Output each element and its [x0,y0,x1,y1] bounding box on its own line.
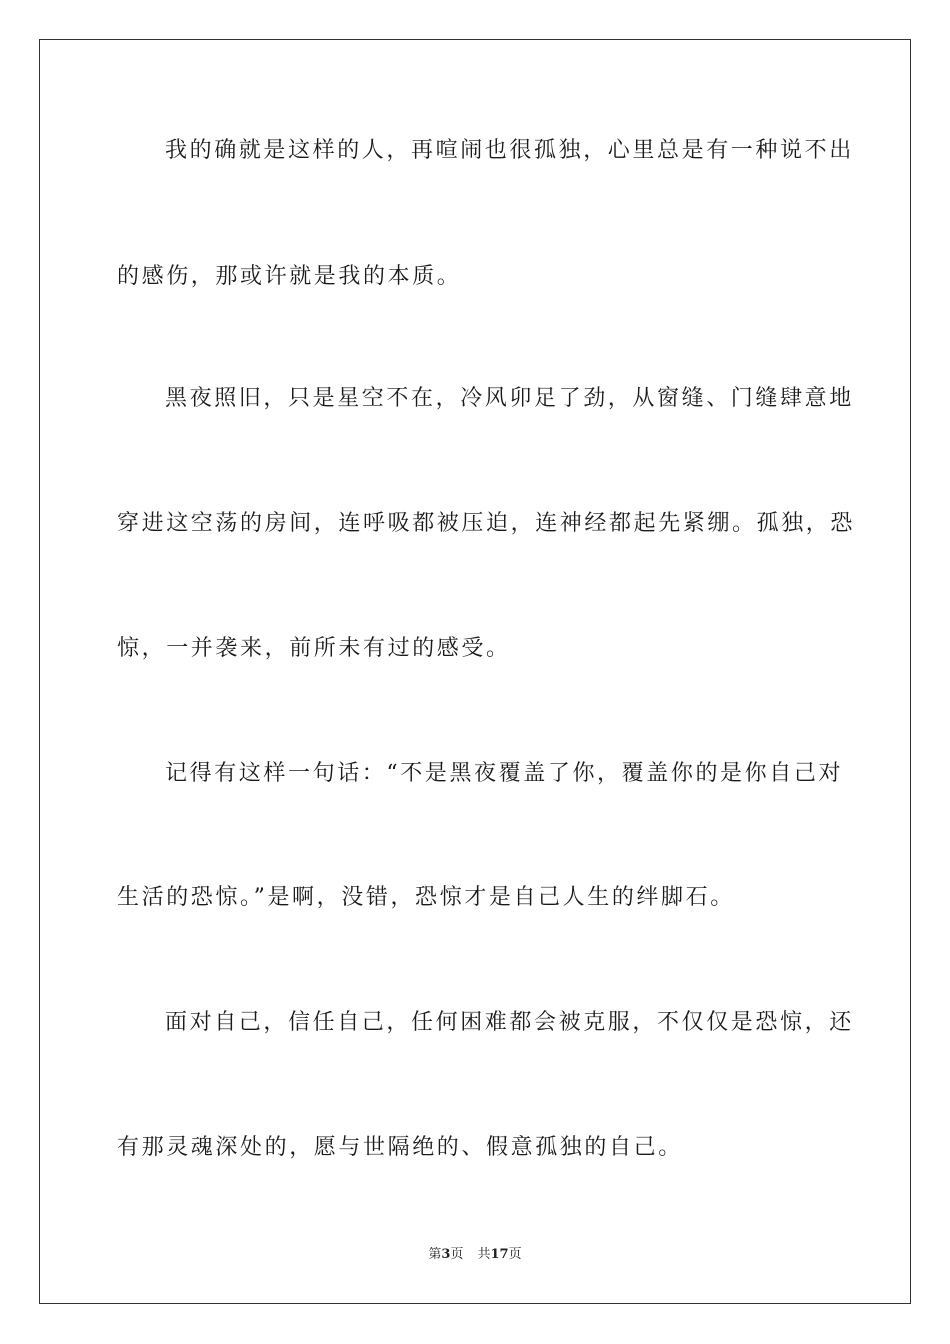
total-pages-number: 17 [490,1247,509,1262]
paragraph-2-line-3: 惊，一并袭来，前所未有过的感受。 [117,636,511,661]
paragraph-4-line-2: 有那灵魂深处的，愿与世隔绝的、假意孤独的自己。 [117,1135,683,1160]
paragraph-3-line-1: 记得有这样一句话：“不是黑夜覆盖了你，覆盖你的是你自己对 [165,761,844,786]
paragraph-1-line-1: 我的确就是这样的人，再喧闹也很孤独，心里总是有一种说不出 [165,138,854,163]
paragraph-2-line-1: 黑夜照旧，只是星空不在，冷风卯足了劲，从窗缝、门缝肆意地 [165,386,854,411]
total-pages-suffix: 页 [508,1247,522,1262]
page-number-prefix: 第 [428,1247,442,1262]
paragraph-2-line-2: 穿进这空荡的房间，连呼吸都被压迫，连神经都起先紧绷。孤独，恐 [117,511,856,536]
paragraph-3-line-2: 生活的恐惊。”是啊，没错，恐惊才是自己人生的绊脚石。 [117,885,735,910]
paragraph-1-line-2: 的感伤，那或许就是我的本质。 [117,264,462,289]
total-pages-prefix: 共 [477,1247,491,1262]
page-border [39,39,911,1304]
page-footer [0,1246,950,1264]
page-number: 3 [441,1247,451,1262]
paragraph-4-line-1: 面对自己，信任自己，任何困难都会被克服，不仅仅是恐惊，还 [165,1010,854,1035]
page-number-suffix: 页 [450,1247,464,1262]
